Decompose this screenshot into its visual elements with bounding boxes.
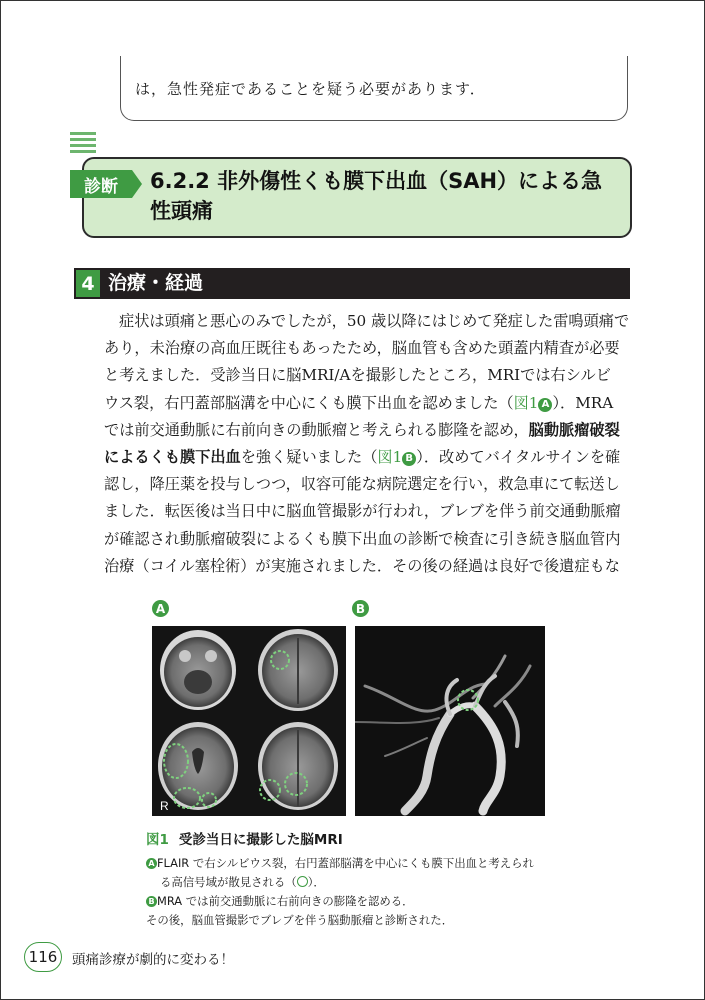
caption-line-a2: る高信号域が散見される（ ）．	[160, 875, 325, 889]
caption-line-b: B MRA では前交通動脈に右前向きの膨隆を認める．	[146, 892, 616, 911]
emphasis-text: によるくも膜下出血	[104, 447, 241, 466]
mri-flair-image	[152, 626, 346, 816]
body-line: ました．転医後は当日中に脳血管撮影が行われ，ブレブを伴う前交通動脈瘤	[104, 502, 621, 521]
subsection-number: 4	[76, 270, 100, 297]
mra-image	[355, 626, 545, 816]
mri-flair-svg	[152, 626, 346, 816]
diagnosis-tab-arrow	[132, 170, 142, 198]
figure-ref: 図1 B	[377, 448, 416, 466]
mra-svg	[355, 626, 545, 816]
caption-line-last: その後，脳血管撮影でブレブを伴う脳動脈瘤と診断された．	[146, 913, 454, 927]
body-line: 認し，降圧薬を投与しつつ，収容可能な病院選定を行い，救急車にて転送し	[104, 475, 620, 494]
circle-a-icon: A	[538, 398, 552, 412]
body-line: では前交通動脈に右前向きの動脈瘤と考えられる膨隆を認め，脳動脈瘤破裂	[104, 420, 620, 439]
subsection-title: 治療・経過	[108, 272, 204, 294]
body-line: 治療（コイル塞栓術）が実施されました．その後の経過は良好で後遺症もな	[104, 556, 620, 575]
ring-icon	[297, 876, 308, 887]
circle-b-icon: B	[146, 896, 157, 907]
panel-b-label: B	[352, 600, 369, 617]
circle-b-icon: B	[402, 452, 416, 466]
decorative-stripes	[70, 132, 96, 156]
diagnosis-tab: 診断	[70, 170, 132, 198]
book-title: 頭痛診療が劇的に変わる！	[72, 952, 234, 968]
body-line: 症状は頭痛と悪心のみでしたが，50 歳以降にはじめて発症した雷鳴頭痛で	[119, 312, 630, 330]
r-marker: R	[160, 799, 169, 813]
body-line: によるくも膜下出血を強く疑いました（図1 B ）．改めてバイタルサインを確	[104, 447, 621, 466]
body-line: あり，未治療の高血圧既往もあったため，脳血管も含めた頭蓋内精査が必要	[104, 339, 620, 358]
section-title: 6.2.2 非外傷性くも膜下出血（SAH）による急性頭痛	[150, 169, 603, 223]
continuation-box	[120, 56, 628, 121]
body-text	[104, 308, 630, 580]
figure-ref: 図1 A	[514, 394, 553, 412]
caption-title: 図1 受診当日に撮影した脳MRI	[146, 832, 343, 848]
body-line: が確認され動脈瘤破裂によるくも膜下出血の診断で検査に引き続き脳血管内	[104, 529, 621, 548]
circle-a-icon: A	[146, 858, 157, 869]
body-line: と考えました．受診当日に脳MRI/Aを撮影したところ，MRIでは右シルビ	[104, 366, 611, 385]
continuation-text: は，急性発症であることを疑う必要があります．	[135, 80, 486, 98]
caption-line-a: A FLAIR で右シルビウス裂，右円蓋部脳溝を中心にくも膜下出血と考えられ	[146, 854, 616, 873]
emphasis-text: 脳動脈瘤破裂	[528, 420, 620, 439]
page-number: 116	[24, 942, 62, 972]
panel-a-label: A	[152, 600, 169, 617]
figure-caption	[146, 828, 616, 930]
body-line: ウス裂，右円蓋部脳溝を中心にくも膜下出血を認めました（図1 A ）．MRA	[104, 393, 614, 412]
